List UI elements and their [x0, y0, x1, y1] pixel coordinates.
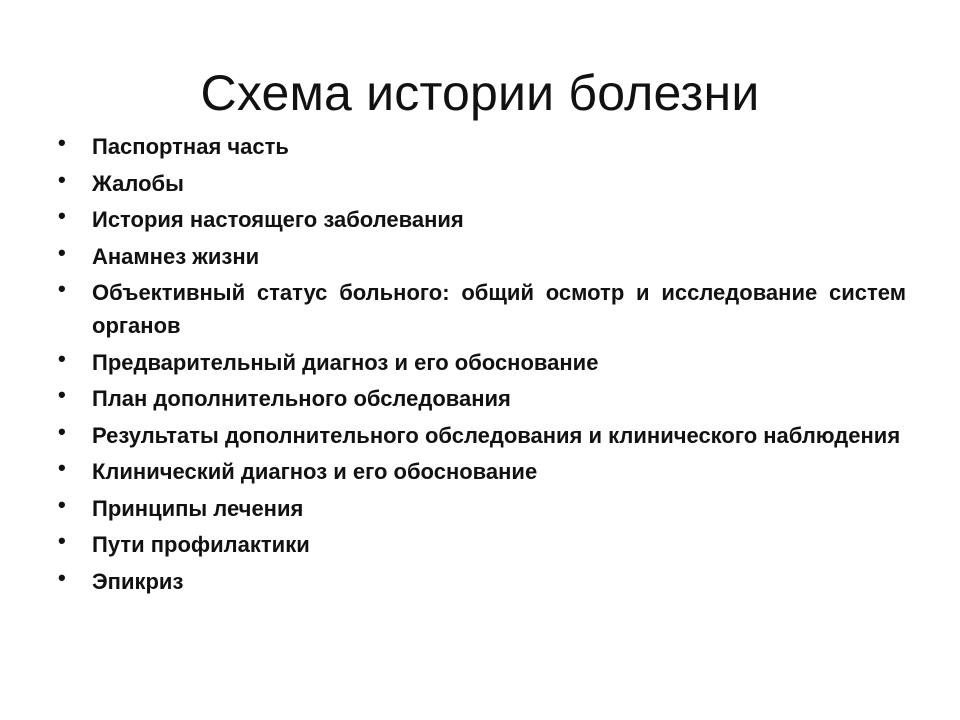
- bullet-icon: •: [58, 491, 66, 517]
- list-item-text: Предварительный диагноз и его обоснование: [92, 349, 599, 375]
- list-item: [56, 382, 906, 415]
- list-item: [56, 240, 906, 273]
- list-item: [56, 203, 906, 236]
- bullet-icon: •: [58, 203, 66, 228]
- list-item-text: Клинический диагноз и его обоснование: [92, 459, 538, 484]
- list-item: [56, 528, 906, 561]
- list-item-text: Пути профилактики: [92, 532, 310, 557]
- list-item-text: Анамнез жизни: [92, 243, 260, 269]
- list-item: [56, 130, 906, 163]
- list-item-text: Принципы лечения: [92, 495, 304, 521]
- bullet-icon: •: [58, 455, 66, 480]
- list-item: [56, 346, 906, 379]
- list-item-text: Жалобы: [92, 170, 184, 196]
- bullet-icon: •: [58, 345, 66, 371]
- list-item: [56, 565, 906, 598]
- bullet-icon: •: [58, 276, 66, 301]
- list-item-text: Эпикриз: [92, 568, 184, 594]
- bullet-icon: •: [58, 239, 66, 265]
- list-item-text: План дополнительного обследования: [92, 386, 511, 411]
- list-item-text: История настоящего заболевания: [92, 207, 464, 232]
- list-item: [56, 167, 906, 200]
- list-item: [56, 455, 906, 488]
- list-item-text: Объективный статус больного: общий осмотр и исследование систем органов: [92, 280, 906, 338]
- bullet-icon: •: [58, 130, 66, 155]
- list-item-text: Результаты дополнительного обследования и клинического наблюдения: [92, 422, 901, 448]
- bullet-icon: •: [58, 382, 66, 407]
- bullet-icon: •: [58, 418, 66, 444]
- list-item: [56, 492, 906, 525]
- slide-title: Схема истории болезни: [200, 65, 760, 121]
- bullet-icon: •: [58, 528, 66, 553]
- list-item: [56, 276, 906, 342]
- list-item: [56, 419, 906, 452]
- bullet-icon: •: [58, 166, 66, 192]
- bullet-icon: •: [58, 564, 66, 590]
- bullet-list: [56, 130, 906, 601]
- list-item-text: Паспортная часть: [92, 134, 289, 159]
